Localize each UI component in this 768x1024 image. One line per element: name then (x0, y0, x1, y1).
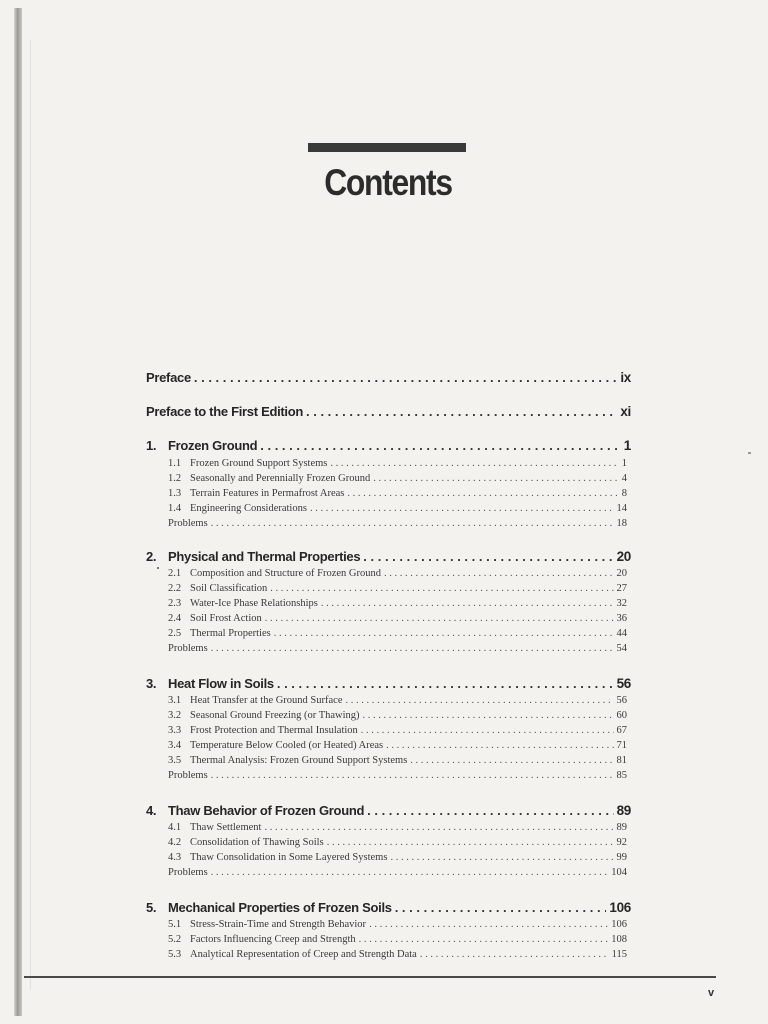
entry-page-number: 85 (616, 770, 627, 781)
entry-title: Terrain Features in Permafrost Areas (190, 488, 345, 499)
entry-title: Consolidation of Thawing Soils (190, 837, 324, 848)
entry-page-number: 89 (616, 822, 627, 833)
entry-page-number: xi (620, 404, 631, 419)
entry-title: Temperature Below Cooled (or Heated) Areas (190, 740, 384, 751)
entry-page-number: 4 (621, 473, 627, 484)
toc-section-entry (168, 488, 627, 499)
section-number: 2.4 (168, 613, 182, 624)
entry-title: Heat Transfer at the Ground Surface (190, 695, 343, 706)
entry-page-number: 71 (616, 740, 627, 751)
dot-leader (373, 473, 619, 484)
dot-leader (346, 695, 614, 706)
chapter-number: 5. (146, 900, 157, 915)
entry-title: Problems (168, 643, 208, 654)
dot-leader (211, 643, 614, 654)
toc-chapter-entry (146, 676, 631, 691)
section-number: 4.1 (168, 822, 182, 833)
entry-title: Thaw Settlement (190, 822, 262, 833)
chapter-number: 3. (146, 676, 157, 691)
section-number: 1.1 (168, 458, 182, 469)
dot-leader (361, 725, 614, 736)
entry-page-number: 27 (616, 583, 627, 594)
entry-title: Frozen Ground Support Systems (190, 458, 328, 469)
entry-title: Seasonally and Perennially Frozen Ground (190, 473, 371, 484)
entry-title: Engineering Considerations (190, 503, 307, 514)
entry-title: Thaw Consolidation in Some Layered Systems (190, 852, 388, 863)
entry-title: Problems (168, 518, 208, 529)
dot-leader (277, 676, 614, 691)
toc-chapter-entry (146, 370, 631, 385)
toc-chapter-entry (146, 803, 631, 818)
dot-leader (211, 770, 614, 781)
entry-title: Preface to the First Edition (146, 404, 304, 419)
toc-section-entry (168, 919, 627, 930)
entry-title: Seasonal Ground Freezing (or Thawing) (190, 710, 360, 721)
entry-page-number: 18 (616, 518, 627, 529)
dot-leader (306, 404, 617, 419)
dot-leader (310, 503, 614, 514)
dot-leader (327, 837, 614, 848)
section-number: 5.1 (168, 919, 182, 930)
section-number: 1.3 (168, 488, 182, 499)
entry-title: Thermal Properties (190, 628, 271, 639)
entry-page-number: 115 (611, 949, 627, 960)
chapter-number: 1. (146, 438, 157, 453)
section-number: 3.2 (168, 710, 182, 721)
dot-leader (270, 583, 613, 594)
dot-leader (420, 949, 609, 960)
entry-title: Analytical Representation of Creep and Strength Data (190, 949, 417, 960)
toc-section-entry (168, 822, 627, 833)
dot-leader (390, 852, 613, 863)
dot-leader (194, 370, 617, 385)
dot-leader (367, 803, 613, 818)
entry-page-number: 56 (616, 676, 631, 691)
toc-section-entry (168, 710, 627, 721)
entry-title: Soil Classification (190, 583, 268, 594)
entry-page-number: 92 (616, 837, 627, 848)
entry-title: Problems (168, 770, 208, 781)
section-number: 3.1 (168, 695, 182, 706)
dot-leader (347, 488, 618, 499)
toc-section-entry (168, 695, 627, 706)
dot-leader (321, 598, 614, 609)
section-number: 1.2 (168, 473, 182, 484)
page-number: v (708, 987, 715, 999)
toc-chapter-entry (146, 549, 631, 564)
footer-rule (24, 976, 716, 978)
entry-title: Composition and Structure of Frozen Ground (190, 568, 382, 579)
section-number: 3.4 (168, 740, 182, 751)
section-number: 2.1 (168, 568, 182, 579)
toc-section-entry (168, 598, 627, 609)
dot-leader (359, 934, 609, 945)
toc-section-entry (168, 867, 627, 878)
entry-page-number: 67 (616, 725, 627, 736)
entry-page-number: 81 (616, 755, 627, 766)
toc-section-entry (168, 934, 627, 945)
section-number: 3.3 (168, 725, 182, 736)
entry-title: Frost Protection and Thermal Insulation (190, 725, 358, 736)
dot-leader (260, 438, 621, 453)
toc-section-entry (168, 583, 627, 594)
entry-title: Thaw Behavior of Frozen Ground (168, 803, 365, 818)
toc-section-entry (168, 643, 627, 654)
entry-title: Factors Influencing Creep and Strength (190, 934, 356, 945)
toc-section-entry (168, 852, 627, 863)
toc-section-entry (168, 755, 627, 766)
entry-page-number: 44 (616, 628, 627, 639)
entry-page-number: 8 (621, 488, 627, 499)
dot-leader (363, 710, 614, 721)
dot-leader (395, 900, 607, 915)
chapter-number: 2. (146, 549, 157, 564)
toc-section-entry (168, 837, 627, 848)
dot-leader (384, 568, 613, 579)
section-number: 4.2 (168, 837, 182, 848)
page-title: Contents (324, 162, 452, 203)
entry-page-number: 99 (616, 852, 627, 863)
section-number: 4.3 (168, 852, 182, 863)
entry-page-number: 89 (616, 803, 631, 818)
section-number: 1.4 (168, 503, 182, 514)
toc-section-entry (168, 628, 627, 639)
entry-title: Stress-Strain-Time and Strength Behavior (190, 919, 367, 930)
toc-section-entry (168, 503, 627, 514)
toc-section-entry (168, 949, 627, 960)
toc-section-entry (168, 518, 627, 529)
entry-page-number: 106 (611, 919, 627, 930)
toc-chapter-entry (146, 900, 631, 915)
toc-section-entry (168, 725, 627, 736)
section-number: 2.3 (168, 598, 182, 609)
toc-section-entry (168, 740, 627, 751)
entry-page-number: 20 (616, 549, 631, 564)
entry-page-number: 32 (616, 598, 627, 609)
entry-page-number: 1 (621, 458, 627, 469)
section-number: 5.2 (168, 934, 182, 945)
entry-title: Frozen Ground (168, 438, 258, 453)
dot-leader (363, 549, 613, 564)
entry-title: Problems (168, 867, 208, 878)
entry-page-number: 104 (611, 867, 627, 878)
section-number: 5.3 (168, 949, 182, 960)
entry-page-number: 108 (611, 934, 627, 945)
toc-chapter-entry (146, 404, 631, 419)
dot-leader (410, 755, 613, 766)
dot-leader (330, 458, 618, 469)
dot-leader (386, 740, 613, 751)
toc-section-entry (168, 568, 627, 579)
entry-page-number: 54 (616, 643, 627, 654)
dot-leader (369, 919, 608, 930)
entry-page-number: 36 (616, 613, 627, 624)
entry-title: Thermal Analysis: Frozen Ground Support Systems (190, 755, 408, 766)
dot-leader (264, 822, 613, 833)
entry-page-number: 56 (616, 695, 627, 706)
section-number: 2.5 (168, 628, 182, 639)
toc-chapter-entry (146, 438, 631, 453)
entry-title: Water-Ice Phase Relationships (190, 598, 318, 609)
entry-page-number: ix (620, 370, 631, 385)
section-number: 3.5 (168, 755, 182, 766)
chapter-number: 4. (146, 803, 157, 818)
entry-page-number: 1 (623, 438, 631, 453)
dot-leader (265, 613, 614, 624)
entry-page-number: 60 (616, 710, 627, 721)
dot-leader (211, 518, 614, 529)
entry-title: Mechanical Properties of Frozen Soils (168, 900, 392, 915)
entry-title: Preface (146, 370, 191, 385)
entry-title: Heat Flow in Soils (168, 676, 274, 691)
toc-section-entry (168, 473, 627, 484)
entry-page-number: 106 (609, 900, 631, 915)
entry-title: Soil Frost Action (190, 613, 262, 624)
section-number: 2.2 (168, 583, 182, 594)
toc-section-entry (168, 613, 627, 624)
entry-page-number: 14 (616, 503, 627, 514)
toc-section-entry (168, 770, 627, 781)
entry-title: Physical and Thermal Properties (168, 549, 361, 564)
dot-leader (211, 867, 609, 878)
dot-leader (274, 628, 614, 639)
entry-page-number: 20 (616, 568, 627, 579)
toc-section-entry (168, 458, 627, 469)
